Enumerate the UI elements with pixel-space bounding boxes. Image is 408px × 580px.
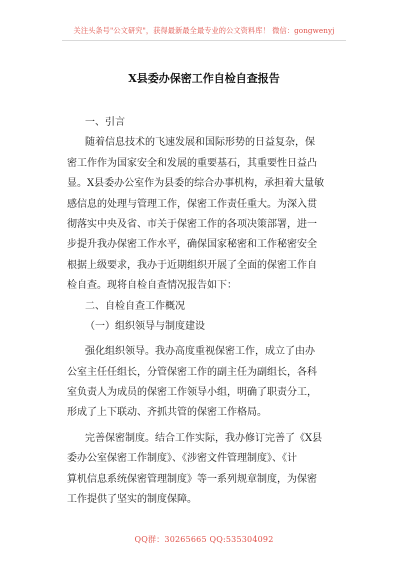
- paragraph-line: 步提升我办保密工作水平，确保国家秘密和工作秘密安全: [67, 239, 317, 251]
- paragraph-line: 工作提供了坚实的制度保障。: [67, 494, 197, 506]
- paragraph-line: 室负责人为成员的保密工作领导小组，明确了职责分工，: [67, 387, 317, 399]
- document-body: [67, 113, 343, 510]
- paragraph-line: 算机信息系统保密管理制度》等一系列规章制度，为保密: [67, 473, 317, 485]
- paragraph-line: 形成了上下联动、齐抓共管的保密工作格局。: [67, 407, 267, 419]
- paragraph-line: 公室主任任组长，分管保密工作的副主任为副组长，各科: [67, 366, 317, 378]
- paragraph-line: 检自查。现将自检自查情况报告如下：: [67, 280, 237, 292]
- paragraph-line: 彻落实中央及省、市关于保密工作的各项决策部署，进一: [67, 218, 317, 230]
- paragraph-line: 强化组织领导。我办高度重视保密工作，成立了由办: [85, 346, 315, 358]
- paragraph-line: 显。X县委办公室作为县委的综合办事机构，承担着大量敏: [67, 178, 325, 190]
- document-title: X县委办保密工作自检自查报告: [128, 72, 280, 85]
- paragraph-line: 委办公室保密工作制度》、《涉密文件管理制度》、《计: [67, 453, 297, 465]
- section-heading-overview: 二、自检自查工作概况: [85, 300, 185, 312]
- paragraph-line: 密工作作为国家安全和发展的重要基石，其重要性日益凸: [67, 157, 317, 169]
- paragraph-line: 完善保密制度。结合工作实际，我办修订完善了《X县: [85, 432, 323, 444]
- paragraph-line: 感信息的处理与管理工作，保密工作责任重大。为深入贯: [67, 198, 317, 210]
- section-heading-introduction: 一、引言: [85, 117, 125, 128]
- paragraph-line: 随着信息技术的飞速发展和国际形势的日益复杂，保: [85, 137, 315, 149]
- subsection-heading: （一）组织领导与制度建设: [85, 320, 205, 332]
- header-banner: 关注头条号"公文研究"，获得最新最全最专业的公文资料库！ 微信：gongwenyj: [73, 26, 335, 35]
- footer-contact: QQ群：30265665 QQ:535304092: [134, 535, 274, 544]
- header-divider: [62, 40, 346, 41]
- paragraph-line: 根据上级要求，我办于近期组织开展了全面的保密工作自: [67, 259, 317, 271]
